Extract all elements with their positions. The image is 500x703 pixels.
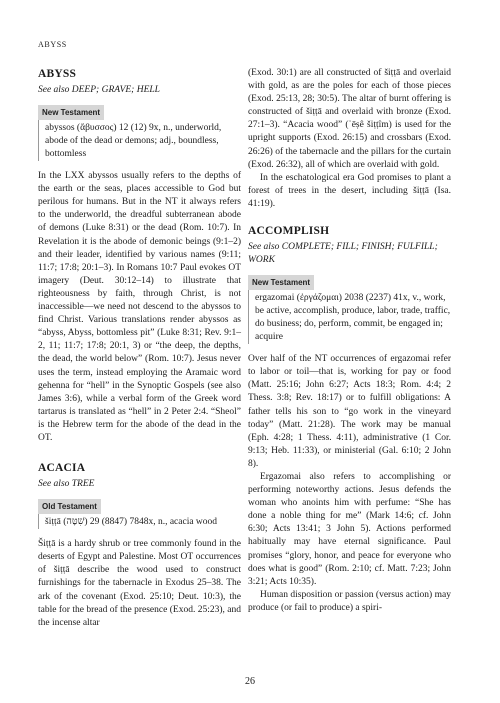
source-label-ot: Old Testament <box>38 499 101 514</box>
source-label-nt: New Testament <box>38 105 104 120</box>
running-head: ABYSS <box>38 40 67 49</box>
accomplish-body-2: Ergazomai also refers to accomplishing or performing noteworthy actions. Jesus defends the woman who anoints him with perfume: “She has done a noble thing for me” (Mark 14:6; cf. John 6:30; Acts 13:41; 3 John 5). Actions performed habitually may have eternal significance. Paul promises “glory, honor, and peace for everyone who does what is good” (Rom. 2:10; cf. Matt. 7:23; John 3:21; Acts 10:35). <box>248 471 451 587</box>
lexical-entry-abyssos: abyssos (ἄβυσσος) 12 (12) 9x, n., underworld, abode of the dead or demons; adj., boundless, bottomless <box>38 120 241 161</box>
entry-title-accomplish: ACCOMPLISH <box>248 225 330 238</box>
see-also-abyss: See also DEEP; GRAVE; HELL <box>38 85 160 95</box>
abyss-body: In the LXX abyssos usually refers to the depths of the earth or the seas, places accessible to God but perilous for humans. But in the NT it always refers to the underworld, the dreadful subterranean abode of demons (Luke 8:31) or the dead (Rom. 10:7). In Revelation it is the abode of demonic beings (9:1–2) and their leader, identified by various names (9:11; 11:7; 17:8; 20:1–3). In Romans 10:7 Paul evokes OT imagery (Deut. 30:12–14) to illustrate that righteousness by faith, through Christ, is not inaccessible—we need not descend to the abyssos to find Christ. Various translations render abyssos as “abyss, Abyss, bottomless pit” (Luke 8:31; Rev. 9:1–2, 11; 11:7; 17:8; 20:1, 3) or “the deep, the depths, the dead, the world below” (Rom. 10:7). Jesus never uses the term, instead employing the Aramaic word gehenna for “hell” in the Synoptic Gospels (see also James 3:6), while a verbal form of the Greek word tartarus is translated as “hell” in 2 Peter 2:4. “Sheol” is the Hebrew term for the abode of the dead in the OT. <box>38 171 241 443</box>
acacia-body-eschatological: In the eschatological era God promises to plant a forest of trees in the desert, including šiṭṭā (Isa. 41:19). <box>248 172 451 209</box>
source-box-accomplish <box>248 275 451 344</box>
lexical-entry-shitta: šiṭṭā (שִׁטָּה) 7848 (8847) 29x, n., acacia wood <box>38 514 241 529</box>
page-number: 26 <box>245 676 255 687</box>
acacia-body-continued: (Exod. 30:1) are all constructed of šiṭṭā and overlaid with gold, as are the poles for each of those pieces (Exod. 25:13, 28; 30:5). The altar of burnt offering is constructed of šiṭṭā and overlaid with bronze (Exod. 27:1–3). “Acacia wood” (ʿēṣê šiṭṭîm) is used for the upright supports (Exod. 26:15) and crossbars (Exod. 26:26) of the tabernacle and the pillars for the curtain (Exod. 26:32), all of which are overlaid with gold. <box>248 68 451 170</box>
entry-title-acacia: ACACIA <box>38 462 86 475</box>
see-also-acacia: See also TREE <box>38 479 95 490</box>
source-box-abyss <box>38 105 241 161</box>
accomplish-body-1: Over half of the NT occurrences of ergazomai refer to labor or toil—that is, working for pay or food (Matt. 25:16; John 6:27; Acts 18:3; Rom. 4:4; 2 Thess. 3:8; Rev. 18:17) or to fulfill obligations: A father tells his son to “go work in the vineyard today” (Matt. 21:28). The work may be manual (Eph. 4:28; 1 Thess. 4:11), administrative (1 Cor. 9:13; Heb. 11:33), or ministerial (Gal. 6:10; 2 John 8). <box>248 354 451 469</box>
lexical-entry-ergazomai: ergazomai (ἐργάζομαι) 2038 (2237) 41x, v., work, be active, accomplish, produce, labor, trade, traffic, do business; do, perform, commit, be engaged in; acquire <box>248 290 451 344</box>
acacia-body: Šiṭṭā is a hardy shrub or tree commonly found in the deserts of Egypt and Palestine. Most OT occurrences of šiṭṭā describe the wood used to construct furnishings for the tabernacle in Exodus 25–38. The ark of the covenant (Exod. 25:10; Deut. 10:3), the table for the bread of the presence (Exod. 25:23), and the incense altar <box>38 539 241 628</box>
source-box-acacia <box>38 499 241 529</box>
right-column <box>248 67 451 615</box>
left-column <box>38 67 241 630</box>
accomplish-body-3: Human disposition or passion (versus action) may produce (or fail to produce) a spiri- <box>248 589 451 613</box>
see-also-accomplish: See also COMPLETE; FILL; FINISH; FULFILL; WORK <box>248 242 438 266</box>
source-label-nt: New Testament <box>248 275 314 290</box>
entry-title-abyss: ABYSS <box>38 68 77 80</box>
